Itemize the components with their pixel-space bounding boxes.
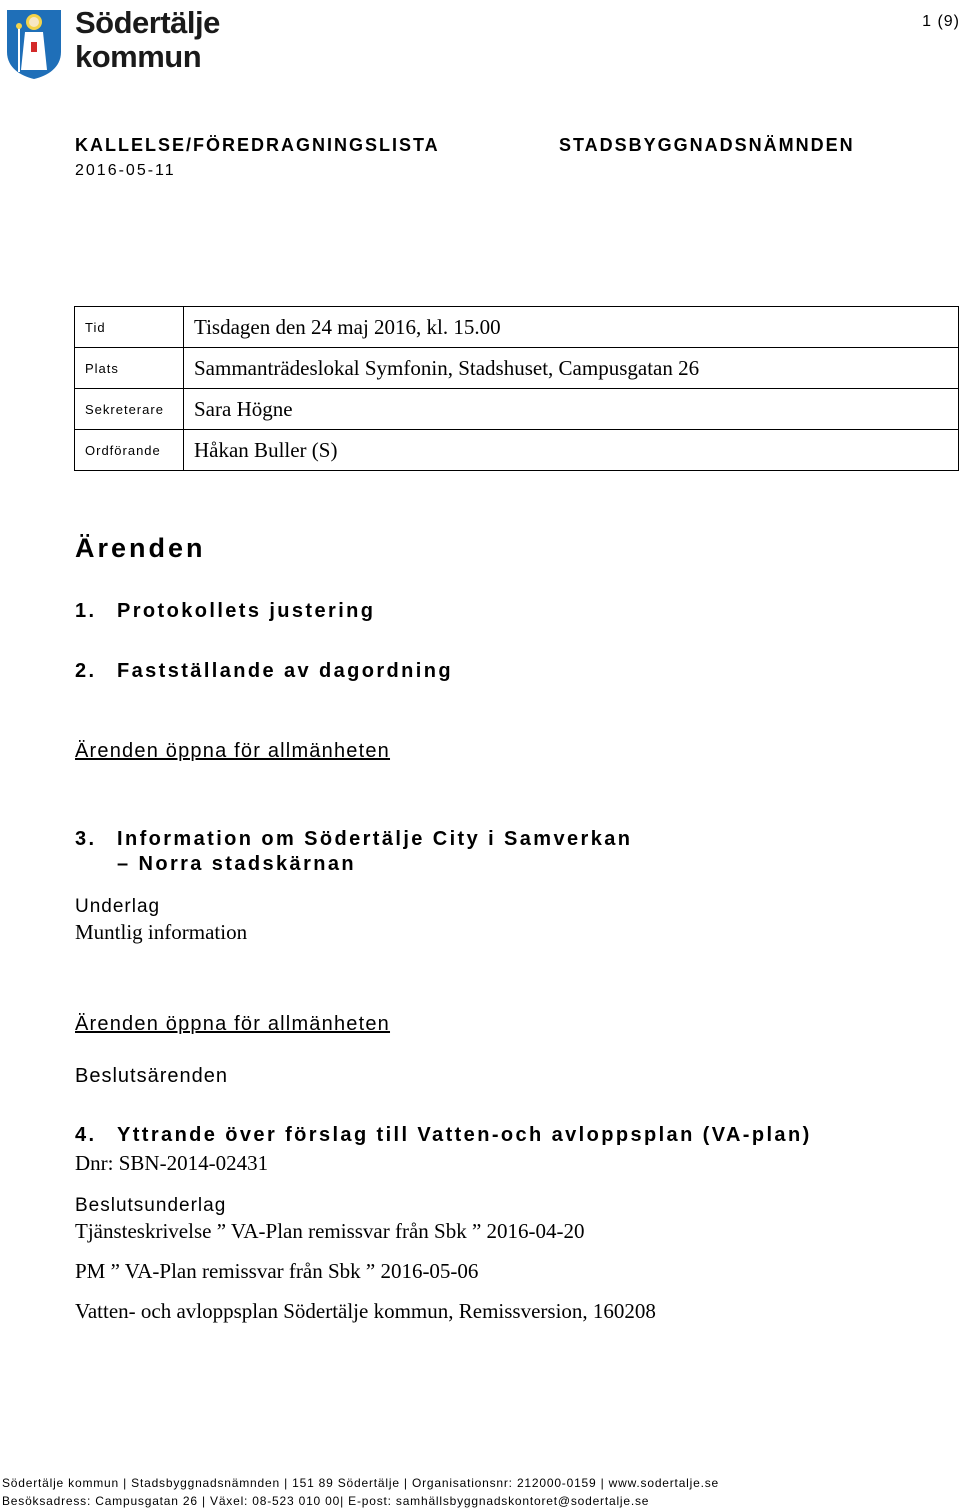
agenda-item-title: Protokollets justering xyxy=(117,600,376,622)
committee-name: STADSBYGGNADSNÄMNDEN xyxy=(559,135,855,155)
agenda-item-number: 4. xyxy=(75,1124,97,1146)
logo-line-1: Södertälje xyxy=(75,5,220,40)
logo-wordmark xyxy=(75,6,220,74)
page-number: 1 (9) xyxy=(922,13,960,30)
underlag-value: Muntlig information xyxy=(75,920,248,944)
table-row xyxy=(75,430,959,471)
agenda-item-2 xyxy=(75,660,453,683)
section-public-1: Ärenden öppna för allmänheten xyxy=(75,740,391,762)
beslutsunderlag-label: Beslutsunderlag xyxy=(75,1195,227,1216)
beslutsarenden-heading: Beslutsärenden xyxy=(75,1065,228,1087)
logo-line-2: kommun xyxy=(75,39,202,74)
section-public-2: Ärenden öppna för allmänheten xyxy=(75,1013,391,1035)
agenda-item-number: 3. xyxy=(75,828,97,850)
document-list-item: PM ” VA-Plan remissvar från Sbk ” 2016-05-06 xyxy=(75,1259,479,1283)
info-label-time: Tid xyxy=(75,307,184,348)
info-value-time: Tisdagen den 24 maj 2016, kl. 15.00 xyxy=(184,307,959,348)
info-label-chair: Ordförande xyxy=(75,430,184,471)
agenda-item-title: Fastställande av dagordning xyxy=(117,660,453,682)
dnr-number: Dnr: SBN-2014-02431 xyxy=(75,1151,269,1175)
agenda-item-1 xyxy=(75,600,375,623)
document-type: KALLELSE/FÖREDRAGNINGSLISTA xyxy=(75,135,440,155)
agenda-item-4 xyxy=(75,1124,812,1147)
table-row xyxy=(75,307,959,348)
info-label-place: Plats xyxy=(75,348,184,389)
agenda-item-title-cont: – Norra stadskärnan xyxy=(117,853,357,875)
info-value-chair: Håkan Buller (S) xyxy=(184,430,959,471)
table-row xyxy=(75,389,959,430)
footer-line-2: Besöksadress: Campusgatan 26 | Växel: 08-523 010 00| E-post: samhällsbyggnadskontoret@sodertalje.se xyxy=(2,1494,650,1508)
document-date: 2016-05-11 xyxy=(75,162,176,179)
info-value-place: Sammanträdeslokal Symfonin, Stadshuset, Campusgatan 26 xyxy=(184,348,959,389)
agenda-item-number: 1. xyxy=(75,600,97,622)
document-list-item: Vatten- och avloppsplan Södertälje kommun, Remissversion, 160208 xyxy=(75,1299,656,1323)
info-value-secretary: Sara Högne xyxy=(184,389,959,430)
logo-emblem-icon xyxy=(5,8,63,80)
info-label-secretary: Sekreterare xyxy=(75,389,184,430)
document-list-item: Tjänsteskrivelse ” VA-Plan remissvar från Sbk ” 2016-04-20 xyxy=(75,1219,585,1243)
footer-line-1: Södertälje kommun | Stadsbyggnadsnämnden | 151 89 Södertälje | Organisationsnr: 212000-0159 | www.sodertalje.se xyxy=(2,1476,719,1490)
table-row xyxy=(75,348,959,389)
agenda-item-title: Yttrande över förslag till Vatten-och avloppsplan (VA-plan) xyxy=(117,1124,812,1146)
agenda-item-title: Information om Södertälje City i Samverkan xyxy=(117,828,633,850)
arenden-heading: Ärenden xyxy=(75,533,206,563)
meeting-info-table xyxy=(74,306,959,471)
agenda-item-number: 2. xyxy=(75,660,97,682)
underlag-label: Underlag xyxy=(75,896,161,917)
agenda-item-3 xyxy=(75,828,632,876)
